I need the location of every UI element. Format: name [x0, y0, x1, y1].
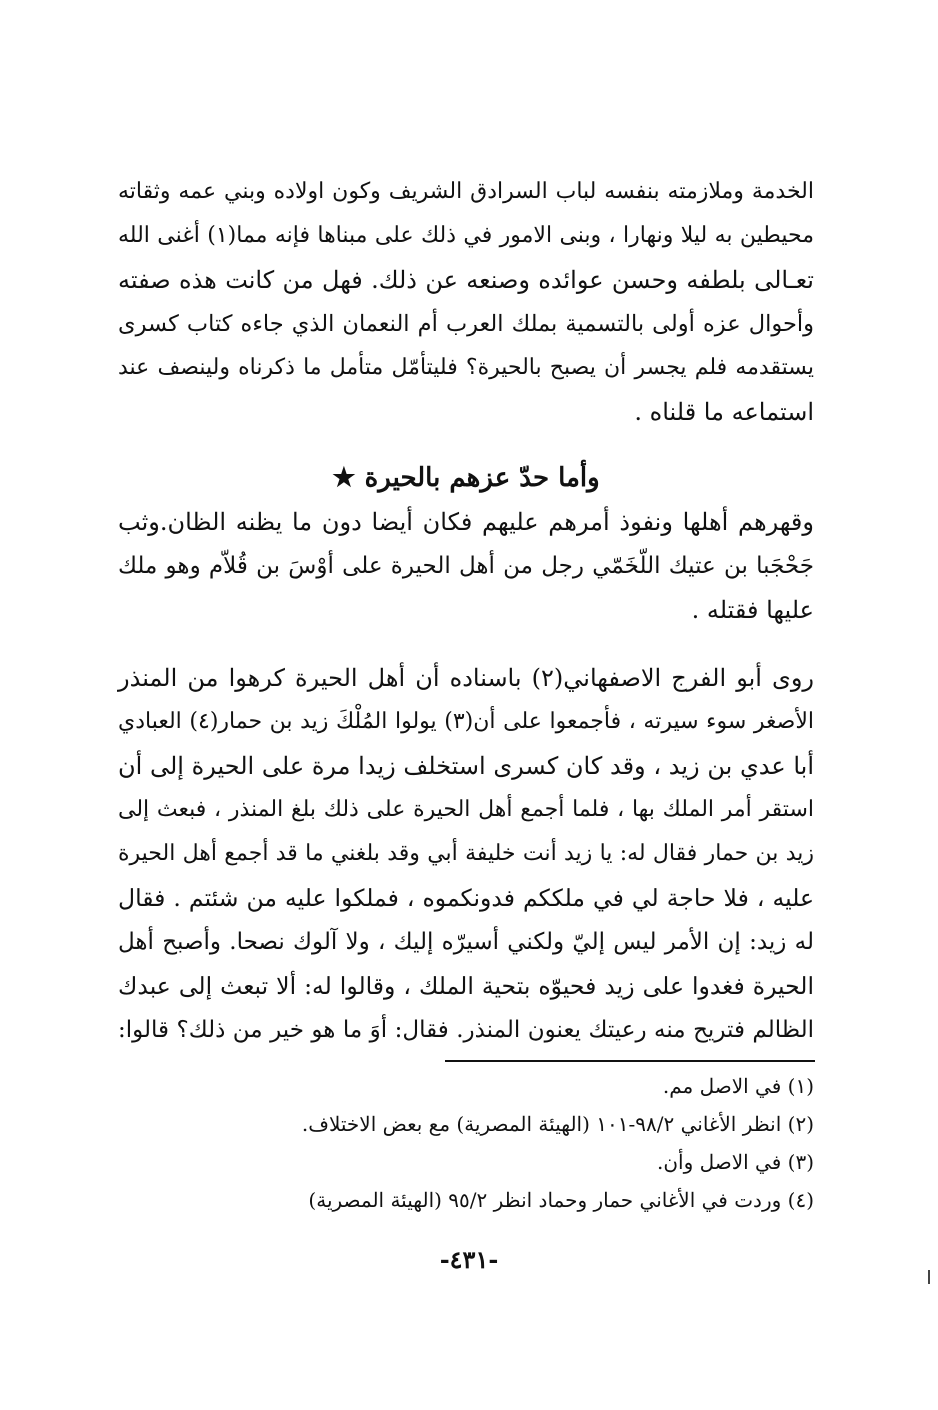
text-line: الأصغر سوء سيرته ، فأجمعوا على أن(٣) يولوا المُلْكَ زيد بن حمار(٤) العبادي: [118, 709, 814, 734]
text-line: تعـالى بلطفه وحسن عوائده وصنعه عن ذلك. فهل من كانت هذه صفته: [118, 266, 814, 294]
text-line: يستقدمه فلم يجسر أن يصبح بالحيرة؟ فليتأمّل متأمل ما ذكرناه ولينصف عند: [118, 355, 814, 380]
text-line: استماعه ما قلناه .: [634, 398, 814, 426]
paragraph-2: [118, 500, 814, 632]
text-line: وأحوال عزه أولى بالتسمية بملك العرب أم النعمان الذي جاءه كتاب كسرى: [118, 311, 814, 337]
section-heading: وأما حدّ عزهم بالحيرة ★: [332, 463, 600, 493]
text-line: جَحْجَبا بن عتيك اللّخَمّي رجل من أهل الحيرة على أوْسَ بن قُلاّم وهو ملك: [118, 553, 814, 579]
text-line: الخدمة وملازمته بنفسه لباب السرادق الشريف وكون اولاده وبني عمه وثقاته: [118, 179, 814, 204]
footnote-2: (٢) انظر الأغاني ٩٨/٢-١٠١ (الهيئة المصرية) مع بعض الاختلاف.: [301, 1112, 814, 1136]
paragraph-1: [118, 170, 814, 434]
text-line: محيطين به ليلا ونهارا ، وبنى الامور في ذلك على مبناها فإنه مما(١) أغنى الله: [118, 223, 814, 248]
footnote-1: (١) في الاصل مم.: [662, 1074, 814, 1098]
text-line: استقر أمر الملك بها ، فلما أجمع أهل الحيرة على ذلك بلغ المنذر ، فبعث إلى: [118, 797, 814, 822]
footnote-separator: [445, 1060, 815, 1062]
scan-mark: [928, 1270, 930, 1284]
text-line: وقهرهم أهلها ونفوذ أمرهم عليهم فكان أيضا دون ما يظنه الظان.وثب: [118, 508, 814, 536]
text-line: أبا عدي بن زيد ، وقد كان كسرى استخلف زيدا مرة على الحيرة إلى أن: [118, 752, 814, 780]
text-line: الحيرة فغدوا على زيد فحيوّه بتحية الملك ، وقالوا له: ألا تبعث إلى عبدك: [118, 972, 814, 1000]
footnote-4: (٤) وردت في الأغاني حمار وحماد انظر ٩٥/٢ (الهيئة المصرية): [308, 1188, 814, 1212]
text-line: الظالم فتريح منه رعيتك يعنون المنذر. فقال: أوَ ما هو خير من ذلك؟ قالوا:: [118, 1017, 814, 1043]
paragraph-3: [118, 656, 814, 1056]
text-line: روى أبو الفرج الاصفهاني(٢) باسناده أن أهل الحيرة كرهوا من المنذر: [118, 664, 815, 692]
footnote-3: (٣) في الاصل وأن.: [656, 1150, 814, 1174]
text-line: زيد بن حمار فقال له: يا زيد أنت خليفة أبي وقد بلغني ما قد أجمع أهل الحيرة: [118, 841, 814, 866]
text-line: عليها فقتله .: [691, 596, 814, 624]
page-number: -٤٣١-: [439, 1245, 499, 1274]
text-line: له زيد: إن الأمر ليس إليّ ولكني أسيرّه إليك ، ولا آلوك نصحا. وأصبح أهل: [118, 929, 814, 955]
text-line: عليه ، فلا حاجة لي في ملككم فدونكموه ، فملكوا عليه من شئتم . فقال: [118, 884, 814, 912]
